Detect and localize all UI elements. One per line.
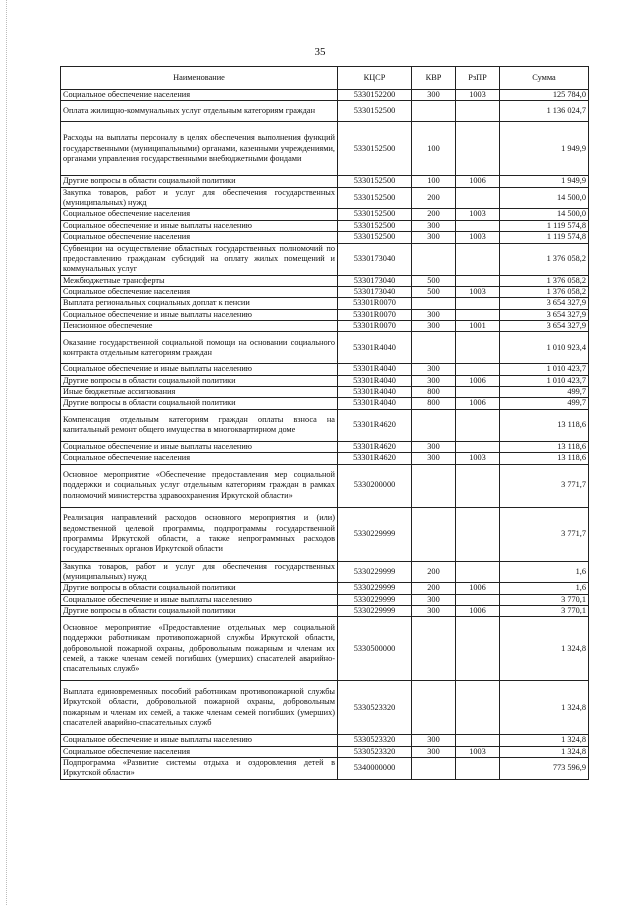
row-rzpr-cell [456, 441, 500, 452]
table-row [61, 409, 589, 441]
row-rzpr-cell [456, 507, 500, 561]
row-rzpr-cell [456, 735, 500, 746]
row-code-cell: 5330229999 [338, 605, 412, 616]
row-name-cell: Социальное обеспечение и иные выплаты населению [61, 364, 338, 375]
row-kvr-cell: 300 [412, 364, 456, 375]
header-kvr: КВР [412, 67, 456, 90]
header-code: КЦСР [338, 67, 412, 90]
row-code-cell: 5330523320 [338, 746, 412, 757]
row-code-cell: 53301R4040 [338, 364, 412, 375]
row-code-cell: 5330152500 [338, 209, 412, 220]
table-row [61, 507, 589, 561]
row-code-cell: 53301R4040 [338, 387, 412, 398]
row-sum-cell: 14 500,0 [500, 209, 589, 220]
row-rzpr-cell [456, 594, 500, 605]
row-code-cell: 53301R0070 [338, 321, 412, 332]
row-code-cell: 5330152200 [338, 90, 412, 101]
row-kvr-cell [412, 681, 456, 735]
table-row [61, 561, 589, 583]
row-name-cell: Социальное обеспечение и иные выплаты населению [61, 594, 338, 605]
row-code-cell: 53301R4620 [338, 453, 412, 464]
row-sum-cell: 1,6 [500, 561, 589, 583]
row-code-cell: 5330229999 [338, 507, 412, 561]
row-code-cell: 53301R4040 [338, 332, 412, 364]
row-code-cell: 53301R0070 [338, 298, 412, 309]
row-kvr-cell: 300 [412, 441, 456, 452]
row-name-cell: Социальное обеспечение населения [61, 746, 338, 757]
row-kvr-cell: 300 [412, 746, 456, 757]
row-kvr-cell: 100 [412, 176, 456, 187]
row-rzpr-cell: 1003 [456, 209, 500, 220]
row-name-cell: Реализация направлений расходов основного мероприятия и (или) ведомственной целевой программы, подпрограммы государственной программы Иркутской области, а также непрограммных расходов государственных органов Иркутской области [61, 507, 338, 561]
row-kvr-cell: 300 [412, 90, 456, 101]
row-sum-cell: 1 010 423,7 [500, 375, 589, 386]
row-code-cell: 53301R4620 [338, 441, 412, 452]
row-kvr-cell [412, 298, 456, 309]
row-kvr-cell: 200 [412, 583, 456, 594]
row-rzpr-cell [456, 387, 500, 398]
row-rzpr-cell [456, 332, 500, 364]
row-name-cell: Другие вопросы в области социальной политики [61, 605, 338, 616]
row-sum-cell: 1 949,9 [500, 122, 589, 176]
table-row [61, 398, 589, 409]
row-rzpr-cell: 1006 [456, 583, 500, 594]
row-kvr-cell: 800 [412, 387, 456, 398]
row-code-cell: 53301R0070 [338, 309, 412, 320]
row-kvr-cell: 100 [412, 122, 456, 176]
row-name-cell: Социальное обеспечение населения [61, 90, 338, 101]
row-code-cell: 5340000000 [338, 758, 412, 780]
row-code-cell: 5330200000 [338, 464, 412, 507]
row-sum-cell: 1 324,8 [500, 746, 589, 757]
row-name-cell: Другие вопросы в области социальной политики [61, 398, 338, 409]
row-sum-cell: 3 654 327,9 [500, 309, 589, 320]
row-name-cell: Оплата жилищно-коммунальных услуг отдельным категориям граждан [61, 101, 338, 122]
row-sum-cell: 3 771,7 [500, 507, 589, 561]
table-row [61, 122, 589, 176]
row-name-cell: Межбюджетные трансферты [61, 275, 338, 286]
row-kvr-cell: 300 [412, 321, 456, 332]
table-row [61, 453, 589, 464]
row-kvr-cell: 800 [412, 398, 456, 409]
row-rzpr-cell: 1003 [456, 232, 500, 243]
row-rzpr-cell [456, 187, 500, 209]
row-sum-cell: 1 324,8 [500, 735, 589, 746]
row-code-cell: 53301R4620 [338, 409, 412, 441]
table-row [61, 286, 589, 297]
row-rzpr-cell: 1003 [456, 286, 500, 297]
row-sum-cell: 14 500,0 [500, 187, 589, 209]
row-sum-cell: 1 376 058,2 [500, 243, 589, 275]
row-rzpr-cell [456, 617, 500, 681]
row-sum-cell: 1 324,8 [500, 617, 589, 681]
row-rzpr-cell [456, 243, 500, 275]
row-sum-cell: 125 784,0 [500, 90, 589, 101]
row-rzpr-cell [456, 758, 500, 780]
table-row [61, 583, 589, 594]
row-name-cell: Социальное обеспечение и иные выплаты населению [61, 441, 338, 452]
row-sum-cell: 773 596,9 [500, 758, 589, 780]
row-name-cell: Основное мероприятие «Предоставление отдельных мер социальной поддержки работникам противопожарной службы Иркутской области, добровольной пожарной охраны, добровольным пожарным и членам их семей, а также членам семей погибших (умерших) спасателей аварийно-спасательных служб» [61, 617, 338, 681]
row-rzpr-cell: 1006 [456, 398, 500, 409]
header-sum: Сумма [500, 67, 589, 90]
table-row [61, 187, 589, 209]
table-row [61, 209, 589, 220]
row-rzpr-cell [456, 220, 500, 231]
table-row [61, 364, 589, 375]
header-rzpr: РзПР [456, 67, 500, 90]
row-rzpr-cell: 1006 [456, 176, 500, 187]
row-code-cell: 5330152500 [338, 232, 412, 243]
table-row [61, 176, 589, 187]
row-rzpr-cell [456, 464, 500, 507]
row-name-cell: Выплата единовременных пособий работникам противопожарной службы Иркутской области, добровольной пожарной охраны, добровольным пожарным и членам их семей, а также членам семей погибших (умерших) спасателей аварийно-спасательных служб [61, 681, 338, 735]
row-kvr-cell: 200 [412, 561, 456, 583]
row-kvr-cell: 300 [412, 594, 456, 605]
row-kvr-cell: 300 [412, 232, 456, 243]
table-row [61, 387, 589, 398]
row-code-cell: 5330152500 [338, 220, 412, 231]
row-code-cell: 5330523320 [338, 681, 412, 735]
row-code-cell: 5330152500 [338, 176, 412, 187]
row-kvr-cell: 300 [412, 309, 456, 320]
row-rzpr-cell: 1006 [456, 375, 500, 386]
row-name-cell: Социальное обеспечение и иные выплаты населению [61, 220, 338, 231]
row-rzpr-cell [456, 309, 500, 320]
row-sum-cell: 1 119 574,8 [500, 232, 589, 243]
row-sum-cell: 3 771,7 [500, 464, 589, 507]
row-code-cell: 5330229999 [338, 594, 412, 605]
row-kvr-cell: 500 [412, 286, 456, 297]
table-row [61, 332, 589, 364]
row-name-cell: Иные бюджетные ассигнования [61, 387, 338, 398]
header-name: Наименование [61, 67, 338, 90]
row-kvr-cell: 300 [412, 605, 456, 616]
row-sum-cell: 3 654 327,9 [500, 298, 589, 309]
row-kvr-cell [412, 101, 456, 122]
scan-edge-mark [6, 0, 8, 905]
row-code-cell: 5330500000 [338, 617, 412, 681]
row-kvr-cell [412, 464, 456, 507]
table-row [61, 735, 589, 746]
row-code-cell: 5330152500 [338, 187, 412, 209]
table-row [61, 758, 589, 780]
row-sum-cell: 499,7 [500, 398, 589, 409]
row-sum-cell: 1 119 574,8 [500, 220, 589, 231]
row-code-cell: 5330523320 [338, 735, 412, 746]
row-sum-cell: 1 010 423,7 [500, 364, 589, 375]
table-row [61, 243, 589, 275]
table-row [61, 275, 589, 286]
row-sum-cell: 1,6 [500, 583, 589, 594]
row-name-cell: Расходы на выплаты персоналу в целях обеспечения выполнения функций государственными (муниципальными) органами, казенными учреждениями, органами управления государственными внебюджетными фондами [61, 122, 338, 176]
row-code-cell: 53301R4040 [338, 375, 412, 386]
row-name-cell: Оказание государственной социальной помощи на основании социального контракта отдельным категориям граждан [61, 332, 338, 364]
row-code-cell: 5330173040 [338, 275, 412, 286]
row-sum-cell: 1 376 058,2 [500, 286, 589, 297]
row-rzpr-cell [456, 275, 500, 286]
row-sum-cell: 13 118,6 [500, 441, 589, 452]
row-kvr-cell [412, 409, 456, 441]
row-code-cell: 5330229999 [338, 561, 412, 583]
row-code-cell: 5330173040 [338, 286, 412, 297]
row-name-cell: Социальное обеспечение населения [61, 453, 338, 464]
row-name-cell: Подпрограмма «Развитие системы отдыха и оздоровления детей в Иркутской области» [61, 758, 338, 780]
table-row [61, 321, 589, 332]
table-row [61, 441, 589, 452]
row-kvr-cell [412, 758, 456, 780]
row-name-cell: Выплата региональных социальных доплат к пенсии [61, 298, 338, 309]
row-kvr-cell [412, 332, 456, 364]
row-rzpr-cell [456, 409, 500, 441]
table-row [61, 220, 589, 231]
row-sum-cell: 499,7 [500, 387, 589, 398]
table-body [61, 90, 589, 780]
row-kvr-cell [412, 243, 456, 275]
table-row [61, 681, 589, 735]
row-sum-cell: 3 770,1 [500, 605, 589, 616]
row-kvr-cell [412, 617, 456, 681]
row-rzpr-cell: 1003 [456, 453, 500, 464]
row-kvr-cell: 500 [412, 275, 456, 286]
row-code-cell: 53301R4040 [338, 398, 412, 409]
row-code-cell: 5330173040 [338, 243, 412, 275]
row-sum-cell: 1 136 024,7 [500, 101, 589, 122]
row-sum-cell: 3 654 327,9 [500, 321, 589, 332]
row-rzpr-cell [456, 561, 500, 583]
table-row [61, 309, 589, 320]
row-name-cell: Социальное обеспечение и иные выплаты населению [61, 309, 338, 320]
table-header-row [61, 67, 589, 90]
row-kvr-cell: 200 [412, 209, 456, 220]
row-name-cell: Другие вопросы в области социальной политики [61, 583, 338, 594]
table-row [61, 375, 589, 386]
row-name-cell: Другие вопросы в области социальной политики [61, 375, 338, 386]
table-row [61, 90, 589, 101]
row-rzpr-cell: 1003 [456, 90, 500, 101]
row-name-cell: Социальное обеспечение населения [61, 286, 338, 297]
row-sum-cell: 13 118,6 [500, 409, 589, 441]
row-sum-cell: 1 324,8 [500, 681, 589, 735]
row-rzpr-cell [456, 298, 500, 309]
table-row [61, 594, 589, 605]
row-code-cell: 5330229999 [338, 583, 412, 594]
table-row [61, 298, 589, 309]
row-name-cell: Социальное обеспечение и иные выплаты населению [61, 735, 338, 746]
row-rzpr-cell [456, 122, 500, 176]
row-sum-cell: 13 118,6 [500, 453, 589, 464]
table-row [61, 101, 589, 122]
table-row [61, 617, 589, 681]
row-sum-cell: 1 010 923,4 [500, 332, 589, 364]
row-kvr-cell: 300 [412, 220, 456, 231]
row-sum-cell: 3 770,1 [500, 594, 589, 605]
row-name-cell: Субвенции на осуществление областных государственных полномочий по предоставлению гражданам субсидий на оплату жилых помещений и коммунальных услуг [61, 243, 338, 275]
row-code-cell: 5330152500 [338, 122, 412, 176]
row-kvr-cell: 300 [412, 735, 456, 746]
budget-table [60, 66, 589, 780]
table-row [61, 232, 589, 243]
row-kvr-cell [412, 507, 456, 561]
row-name-cell: Компенсация отдельным категориям граждан оплаты взноса на капитальный ремонт общего имущества в многоквартирном доме [61, 409, 338, 441]
row-kvr-cell: 300 [412, 453, 456, 464]
row-sum-cell: 1 376 058,2 [500, 275, 589, 286]
row-name-cell: Пенсионное обеспечение [61, 321, 338, 332]
row-name-cell: Закупка товаров, работ и услуг для обеспечения государственных (муниципальных) нужд [61, 561, 338, 583]
row-name-cell: Основное мероприятие «Обеспечение предоставления мер социальной поддержки и социальных услуг отдельным категориям граждан в рамках полномочий министерства здравоохранения Иркутской области» [61, 464, 338, 507]
row-rzpr-cell [456, 364, 500, 375]
row-name-cell: Закупка товаров, работ и услуг для обеспечения государственных (муниципальных) нужд [61, 187, 338, 209]
page-number: 35 [314, 46, 326, 58]
row-rzpr-cell: 1006 [456, 605, 500, 616]
row-code-cell: 5330152500 [338, 101, 412, 122]
row-name-cell: Социальное обеспечение населения [61, 232, 338, 243]
table-row [61, 464, 589, 507]
row-kvr-cell: 300 [412, 375, 456, 386]
row-rzpr-cell: 1001 [456, 321, 500, 332]
row-name-cell: Социальное обеспечение населения [61, 209, 338, 220]
row-kvr-cell: 200 [412, 187, 456, 209]
row-rzpr-cell [456, 101, 500, 122]
row-sum-cell: 1 949,9 [500, 176, 589, 187]
row-rzpr-cell [456, 681, 500, 735]
row-name-cell: Другие вопросы в области социальной политики [61, 176, 338, 187]
table-row [61, 746, 589, 757]
table-row [61, 605, 589, 616]
row-rzpr-cell: 1003 [456, 746, 500, 757]
